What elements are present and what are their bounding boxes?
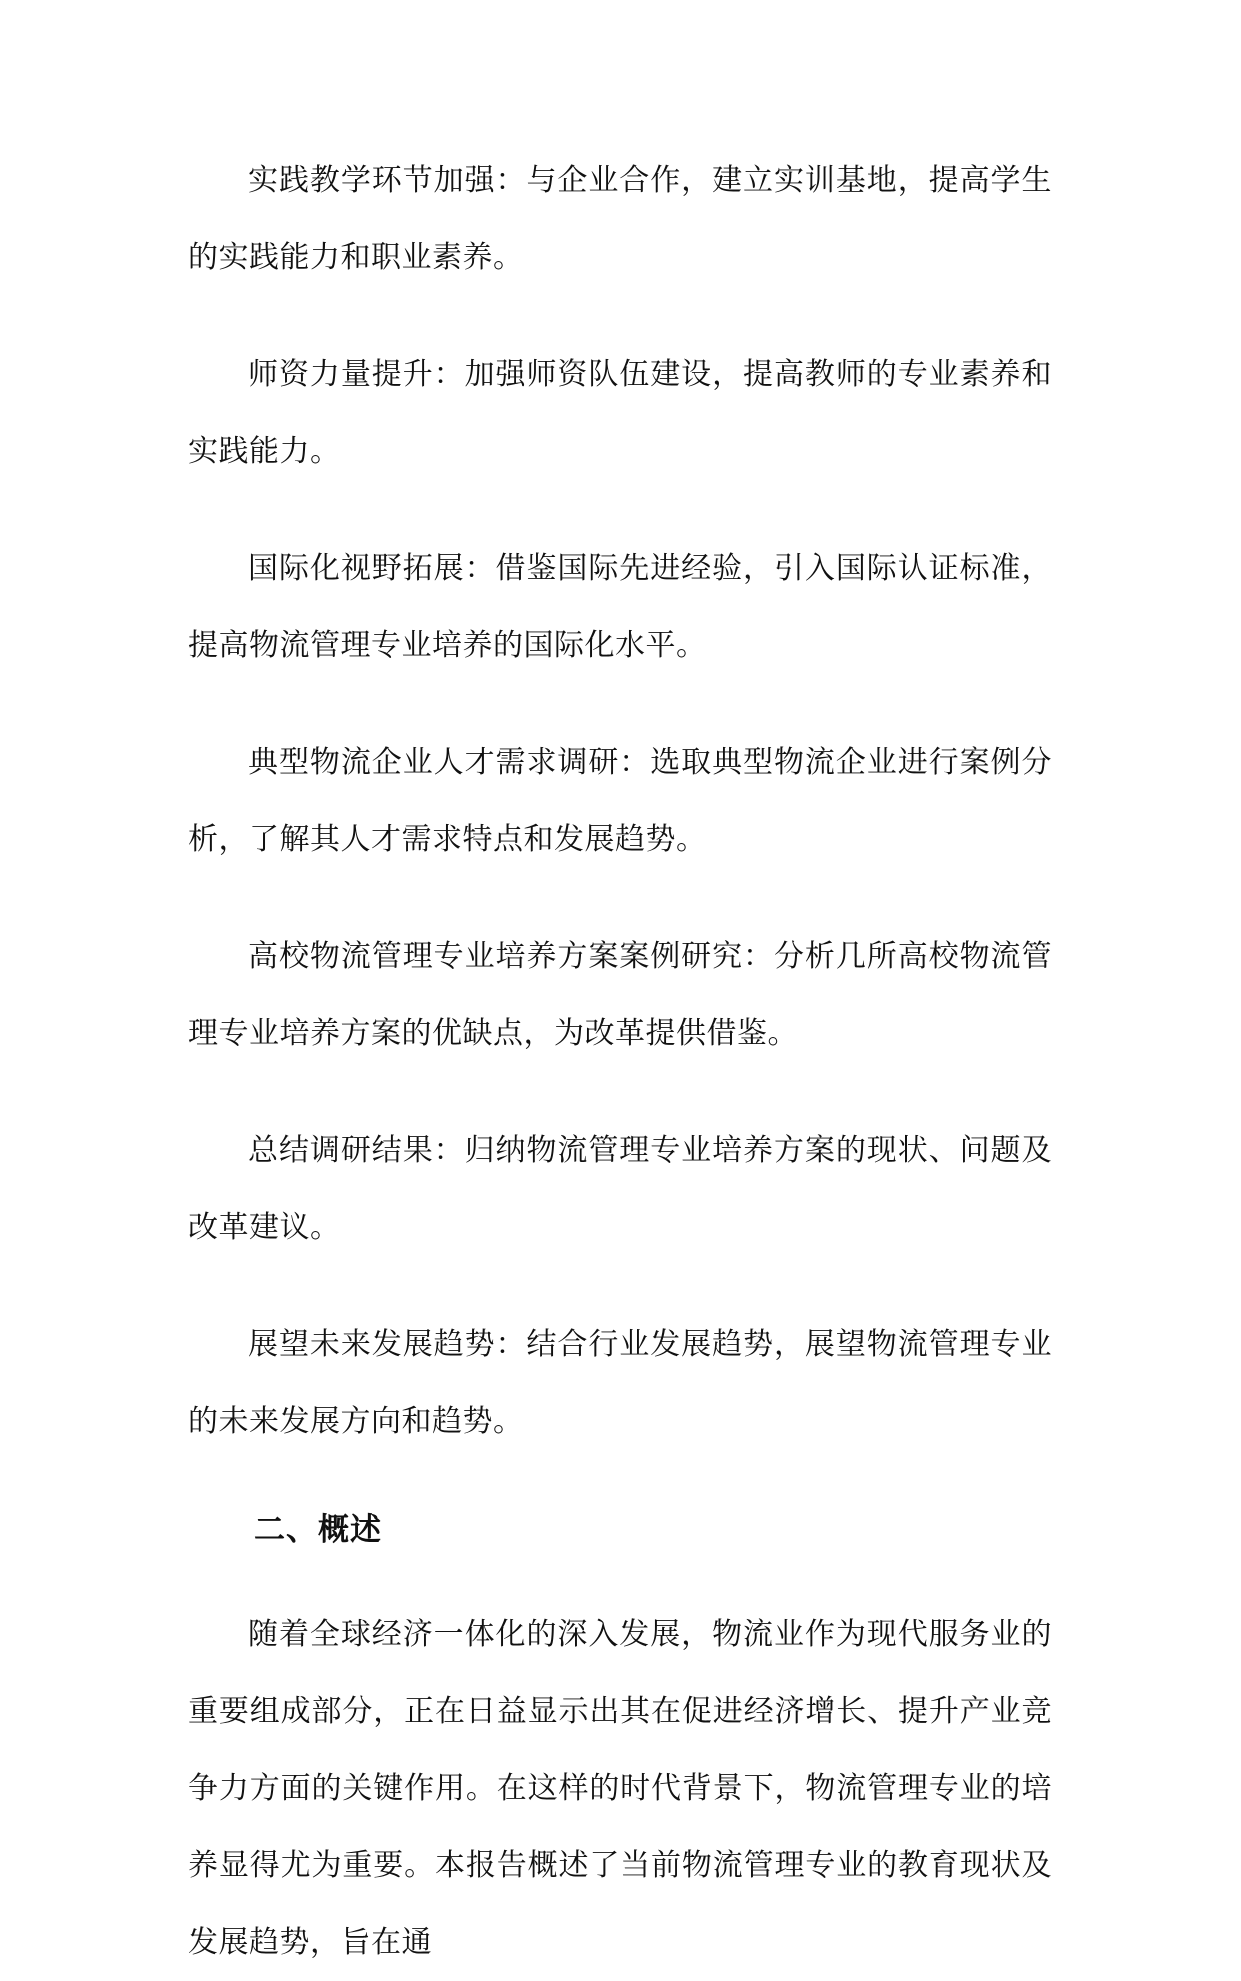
paragraph-summary: 总结调研结果：归纳物流管理专业培养方案的现状、问题及改革建议。 — [188, 1133, 1052, 1245]
section-heading-overview: 二、概述 — [254, 1512, 382, 1548]
paragraph-practical-teaching: 实践教学环节加强：与企业合作，建立实训基地，提高学生的实践能力和职业素养。 — [188, 163, 1052, 275]
paragraph-international-vision: 国际化视野拓展：借鉴国际先进经验，引入国际认证标准，提高物流管理专业培养的国际化水平。 — [188, 551, 1052, 663]
paragraph-future-outlook: 展望未来发展趋势：结合行业发展趋势，展望物流管理专业的未来发展方向和趋势。 — [188, 1327, 1052, 1439]
paragraph-overview: 随着全球经济一体化的深入发展，物流业作为现代服务业的重要组成部分，正在日益显示出其在促进经济增长、提升产业竞争力方面的关键作用。在这样的时代背景下，物流管理专业的培养显得尤为重要。本报告概述了当前物流管理专业的教育现状及发展趋势，旨在通 — [188, 1617, 1052, 1960]
paragraph-case-study: 高校物流管理专业培养方案案例研究：分析几所高校物流管理专业培养方案的优缺点，为改革提供借鉴。 — [188, 939, 1052, 1051]
paragraph-faculty-strength: 师资力量提升：加强师资队伍建设，提高教师的专业素养和实践能力。 — [188, 357, 1052, 469]
page-content — [188, 142, 1052, 1981]
paragraph-enterprise-survey: 典型物流企业人才需求调研：选取典型物流企业进行案例分析，了解其人才需求特点和发展趋势。 — [188, 745, 1052, 857]
